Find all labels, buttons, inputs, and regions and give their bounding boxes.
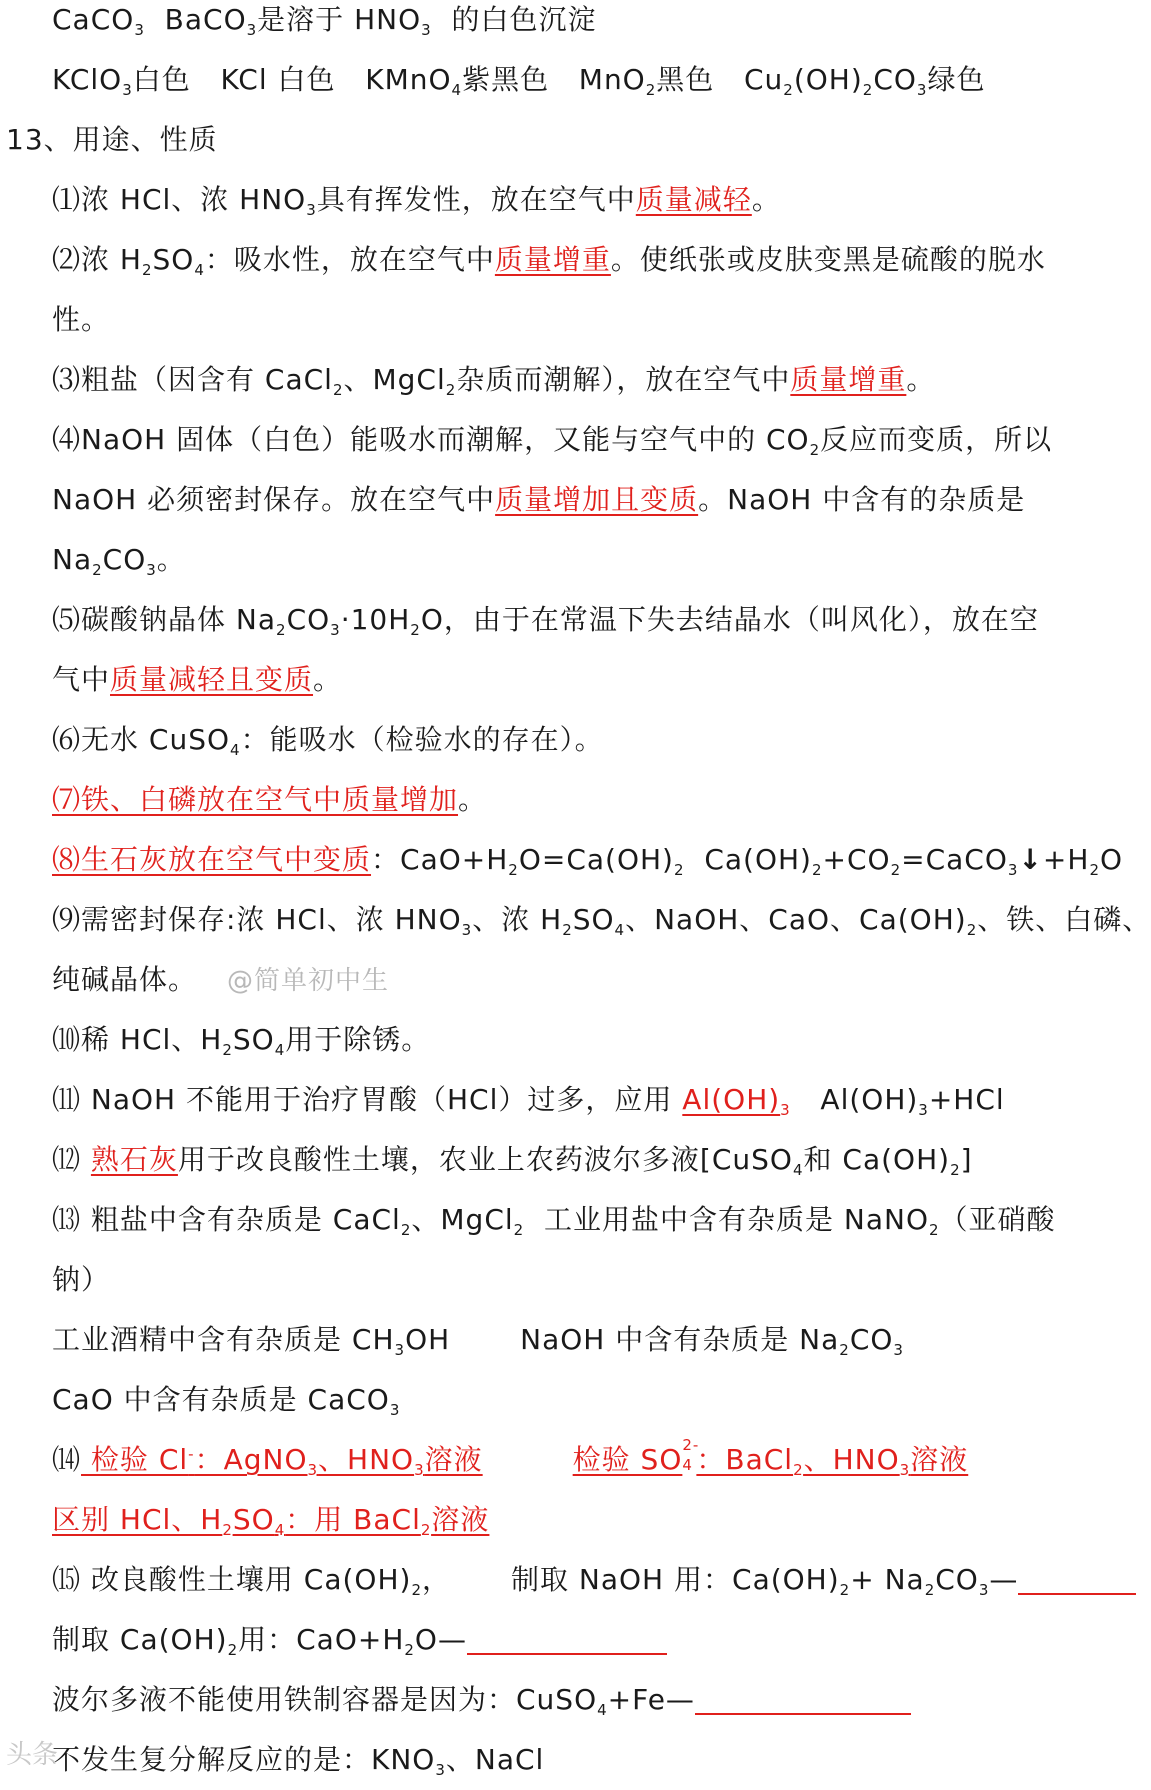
item-4-cont2: $Na_2CO_3$。	[52, 543, 186, 579]
answer-blank[interactable]	[1018, 1559, 1136, 1595]
item-10: ⑽稀 HCl、$H_2SO_4$用于除锈。	[52, 1023, 431, 1059]
item-13-cont: 钠）	[52, 1263, 111, 1296]
item-15-cont3: 不发生复分解反应的是：$KNO_3$、NaCl	[52, 1743, 545, 1779]
item-15-cont2: 波尔多液不能使用铁制容器是因为：CuSO$_4$+Fe—	[52, 1670, 1070, 1730]
section-heading: 13、用途、性质	[6, 123, 218, 156]
item-15-cont: 制取 $Ca(OH)_2$用：$CaO+H_2O—$	[52, 1610, 1070, 1670]
item-11: ⑾ NaOH 不能用于治疗胃酸（HCl）过多，应用 $Al(OH)_3$ $Al(OH)_3+HCl$	[52, 1083, 1005, 1119]
text-line-carbonates: CaCO$_3$ BaCO$_3$是溶于 $HNO_3$ 的白色沉淀	[52, 3, 597, 39]
item-4: ⑷NaOH 固体（白色）能吸水而潮解，又能与空气中的 $CO_2$反应而变质，所以	[52, 423, 1053, 459]
toutiao-logo-watermark: 头条	[6, 1740, 59, 1770]
text-line-colors: KClO$_3$白色 KCl 白色 KMnO$_4$紫黑色 MnO$_2$黑色 $Cu_2(OH)_2CO_3$绿色	[52, 63, 986, 99]
item-2: ⑵浓 $H_2SO_4$：吸水性，放在空气中质量增重。使纸张或皮肤变黑是硫酸的脱水	[52, 243, 1046, 279]
item-4-cont: NaOH 必须密封保存。放在空气中质量增加且变质。NaOH 中含有的杂质是	[52, 483, 1026, 516]
answer-blank[interactable]	[695, 1679, 911, 1715]
item-13-cont2: 工业酒精中含有杂质是 $CH_3OH$ NaOH 中含有杂质是 $Na_2CO_3$	[52, 1323, 904, 1359]
down-arrow-icon: ↓	[1018, 843, 1043, 876]
item-9-cont: 纯碱晶体。 @简单初中生	[52, 963, 390, 996]
item-13-cont3: CaO 中含有杂质是 CaCO$_3$	[52, 1383, 401, 1419]
item-13: ⒀ 粗盐中含有杂质是 CaCl$_2$、MgCl$_2$ 工业用盐中含有杂质是 NaNO$_2$（亚硝酸	[52, 1203, 1056, 1239]
item-3: ⑶粗盐（因含有 CaCl$_2$、MgCl$_2$杂质而潮解），放在空气中质量增重。	[52, 363, 936, 399]
item-5-cont: 气中质量减轻且变质。	[52, 663, 343, 696]
item-15: ⒂ 改良酸性土壤用 $Ca(OH)_2$， 制取 NaOH 用：$Ca(OH)_2+$ $Na_2CO_3—$	[52, 1550, 1070, 1610]
item-7: ⑺铁、白磷放在空气中质量增加。	[52, 783, 488, 816]
item-1: ⑴浓 HCl、浓 $HNO_3$具有挥发性，放在空气中质量减轻。	[52, 183, 781, 219]
item-8: ⑻生石灰放在空气中变质：$CaO+H_2O=Ca(OH)_2$ $Ca(OH)_2+CO_2=CaCO_3↓+H_2O$	[52, 843, 1124, 879]
item-2-cont: 性。	[52, 303, 111, 336]
answer-blank[interactable]	[467, 1619, 667, 1655]
item-14-cont: 区别 HCl、$H_2SO_4$：用 BaCl$_2$溶液	[52, 1503, 490, 1539]
item-12: ⑿ 熟石灰用于改良酸性土壤，农业上农药波尔多液[CuSO$_4$和 $Ca(OH)_2$]	[52, 1143, 973, 1179]
item-14: ⒁ 检验 Cl-：AgNO$_3$、$HNO_3$溶液 检验 SO 2- 4 ：BaCl$_2$、$HNO_3$溶液	[52, 1436, 969, 1479]
item-5: ⑸碳酸钠晶体 $Na_2CO_3\cdot 10H_2O$，由于在常温下失去结晶水（叫风化），放在空	[52, 603, 1039, 639]
item-9: ⑼需密封保存:浓 HCl、浓 $HNO_3$、浓 $H_2SO_4$、NaOH、CaO、$Ca(OH)_2$、铁、白磷、	[52, 903, 1151, 939]
watermark: @简单初中生	[227, 966, 390, 996]
item-6: ⑹无水 CuSO$_4$：能吸水（检验水的存在）。	[52, 723, 604, 759]
